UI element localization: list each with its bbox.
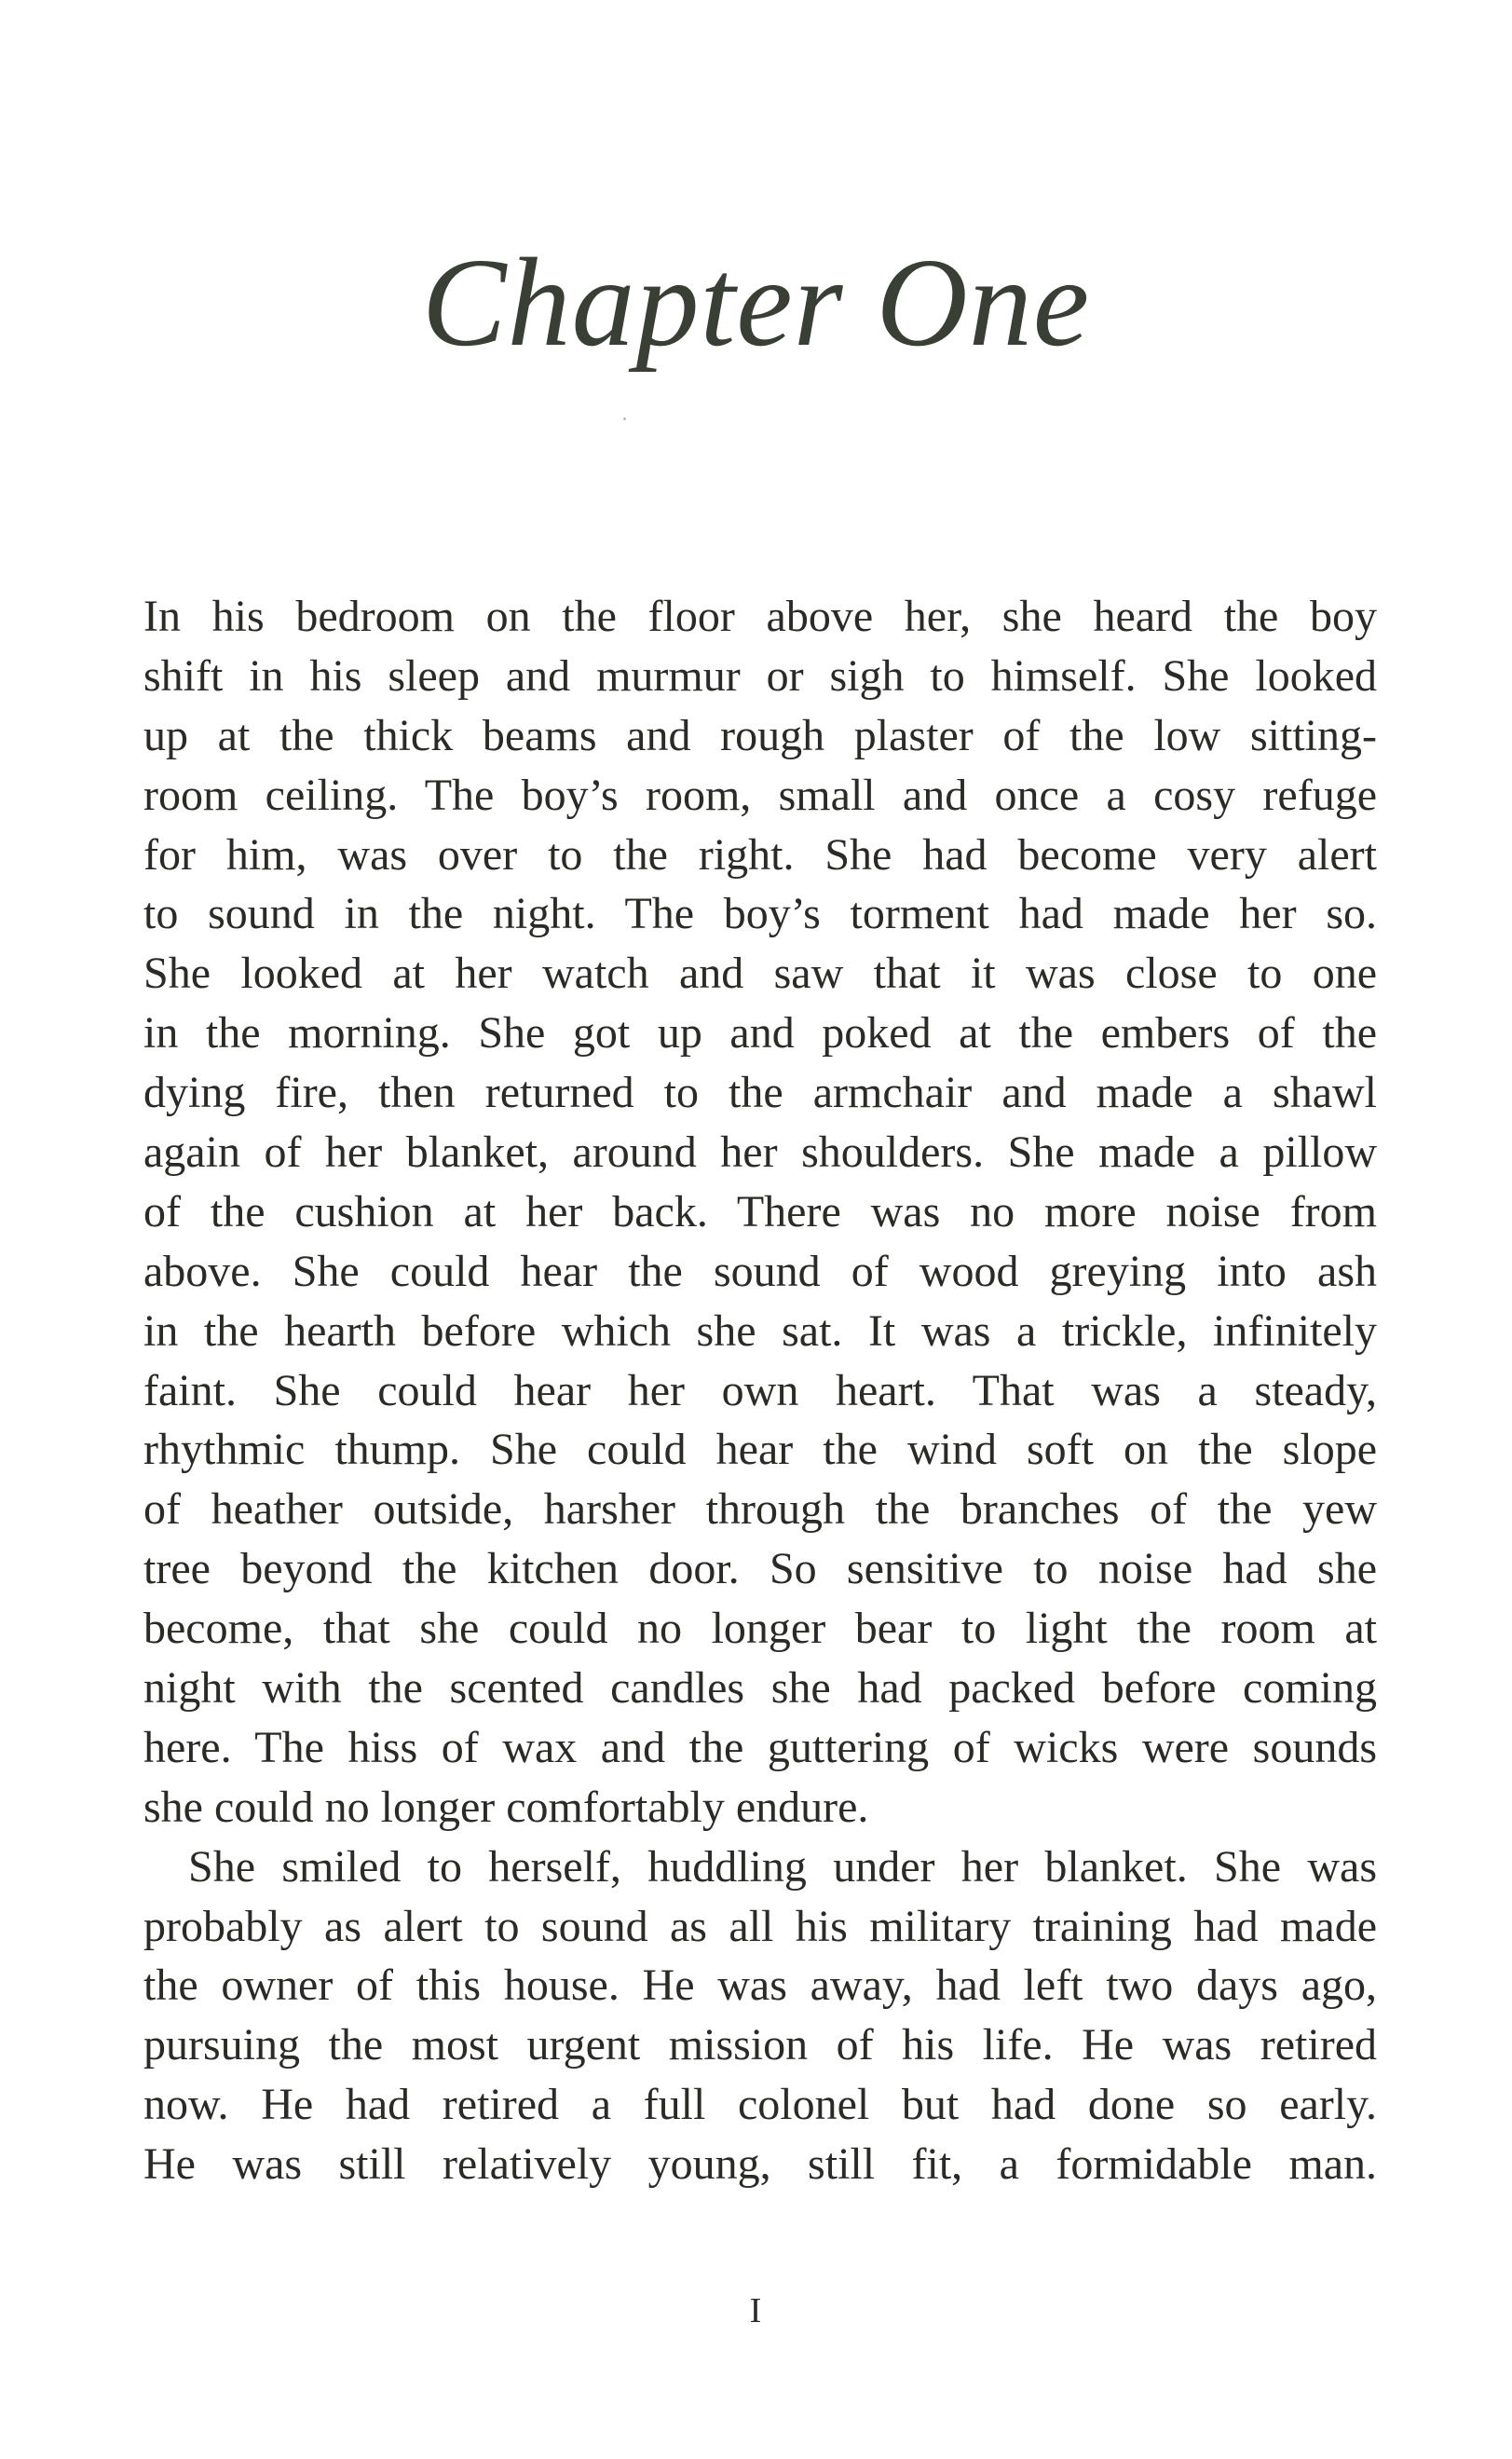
body-text [143, 587, 1377, 2194]
page-number: I [749, 2291, 763, 2330]
text-line: the owner of this house. He was away, had left two days ago, [143, 1960, 1377, 2011]
paper-speck [623, 417, 626, 420]
text-line: above. She could hear the sound of wood greying into ash [143, 1246, 1377, 1296]
chapter-title: Chapter One [421, 233, 1091, 373]
text-line: to sound in the night. The boy’s torment had made her so. [143, 889, 1377, 939]
text-line: for him, was over to the right. She had become very alert [143, 829, 1377, 880]
text-line: shift in his sleep and murmur or sigh to himself. She looked [143, 650, 1377, 701]
text-line: dying fire, then returned to the armchair and made a shawl [143, 1068, 1377, 1118]
text-line: again of her blanket, around her shoulders. She made a pillow [143, 1127, 1377, 1178]
paragraph [143, 1837, 1377, 2194]
text-line: tree beyond the kitchen door. So sensitive to noise had she [143, 1544, 1377, 1594]
text-line: become, that she could no longer bear to light the room at [143, 1604, 1377, 1654]
text-line: She smiled to herself, huddling under her blanket. She was [188, 1841, 1377, 1892]
text-line: room ceiling. The boy’s room, small and once a cosy refuge [143, 770, 1377, 820]
text-line: In his bedroom on the floor above her, she heard the boy [143, 592, 1377, 641]
text-line: of heather outside, harsher through the branches of the yew [143, 1484, 1377, 1535]
text-line: in the hearth before which she sat. It was a trickle, infinitely [143, 1305, 1377, 1356]
text-line: probably as alert to sound as all his military training had made [143, 1901, 1377, 1951]
text-line: pursuing the most urgent mission of his life. He was retired [143, 2020, 1377, 2070]
text-line: now. He had retired a full colonel but had done so early. [143, 2080, 1377, 2130]
text-line: night with the scented candles she had packed before coming [143, 1663, 1377, 1714]
text-line: here. The hiss of wax and the guttering of wicks were sounds [143, 1722, 1377, 1772]
text-line: in the morning. She got up and poked at the embers of the [143, 1008, 1377, 1059]
paragraph [143, 587, 1377, 1837]
text-line: up at the thick beams and rough plaster of the low sitting- [143, 710, 1377, 760]
text-line: of the cushion at her back. There was no more noise from [143, 1186, 1377, 1236]
text-line: He was still relatively young, still fit, a formidable man. [143, 2139, 1377, 2190]
text-line: she could no longer comfortably endure. [143, 1782, 869, 1832]
text-line: She looked at her watch and saw that it was close to one [143, 949, 1377, 999]
text-line: faint. She could hear her own heart. That was a steady, [143, 1365, 1377, 1415]
text-line: rhythmic thump. She could hear the wind soft on the slope [143, 1425, 1377, 1475]
